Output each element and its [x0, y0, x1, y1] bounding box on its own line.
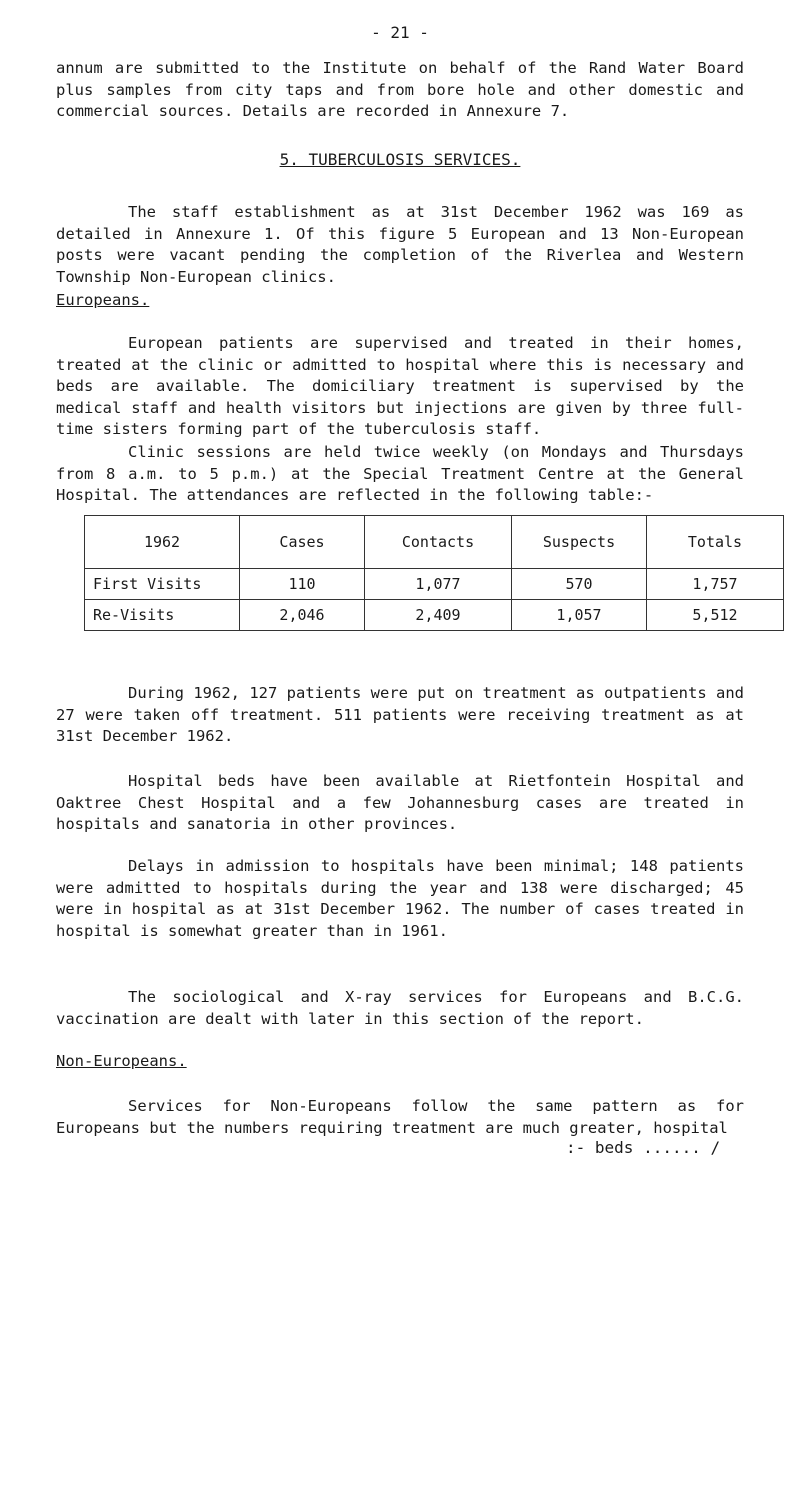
paragraph-text: annum are submitted to the Institute on behalf of the Rand Water Board plus samples from city taps and from bore hole and other domestic and commercial sources. Details are recorded in Annexure 7. [56, 59, 744, 120]
table-row [85, 569, 784, 600]
table-header-row [85, 516, 784, 569]
subheading-non-europeans [56, 1052, 800, 1070]
section-heading [0, 150, 800, 169]
paragraph-7 [56, 856, 744, 942]
paragraph-text: During 1962, 127 patients were put on treatment as outpatients and 27 were taken off treatment. 511 patients were receiving treatment as at 31st December 1962. [56, 684, 744, 745]
paragraph-text: The staff establishment as at 31st December 1962 was 169 as detailed in Annexure 1. Of this figure 5 European and 13 Non-European posts were vacant pending the completion of the Riverlea and Western Township Non-European clinics. [56, 203, 744, 286]
paragraph-5 [56, 683, 744, 748]
paragraph-text: Services for Non-Europeans follow the same pattern as for Europeans but the numbers requiring treatment are much greater, hospital [56, 1097, 744, 1137]
subheading-europeans [56, 291, 800, 309]
table-header: 1962 [85, 516, 240, 569]
paragraph-text: Hospital beds have been available at Rietfontein Hospital and Oaktree Chest Hospital and a few Johannesburg cases are treated in hospitals and sanatoria in other provinces. [56, 772, 744, 833]
table-cell: 5,512 [647, 600, 784, 631]
table-header: Suspects [512, 516, 647, 569]
table-cell: Re-Visits [85, 600, 240, 631]
paragraph-9 [56, 1096, 744, 1139]
paragraph-8 [56, 987, 744, 1030]
table-cell: 2,046 [240, 600, 365, 631]
table-cell: 2,409 [365, 600, 512, 631]
paragraph-text: Clinic sessions are held twice weekly (on Mondays and Thursdays from 8 a.m. to 5 p.m.) at the Special Treatment Centre at the General Hospital. The attendances are reflected in the following table:- [56, 443, 744, 504]
continuation-footer: :- beds ...... / [566, 1138, 721, 1157]
table-header: Cases [240, 516, 365, 569]
paragraph-3 [56, 333, 744, 441]
table-cell: 1,077 [365, 569, 512, 600]
table-header: Contacts [365, 516, 512, 569]
table-cell: 110 [240, 569, 365, 600]
paragraph-4 [56, 442, 744, 507]
paragraph-2 [56, 202, 744, 288]
page-number: - 21 - [371, 23, 429, 42]
table-cell: First Visits [85, 569, 240, 600]
paragraph-text: European patients are supervised and treated in their homes, treated at the clinic or admitted to hospital where this is necessary and beds are available. The domiciliary treatment is supervised by the medical staff and health visitors but injections are given by three full-time sisters forming part of the tuberculosis staff. [56, 334, 744, 438]
paragraph-6 [56, 771, 744, 836]
paragraph-text: Delays in admission to hospitals have been minimal; 148 patients were admitted to hospitals during the year and 138 were discharged; 45 were in hospital as at 31st December 1962. The number of cases treated in hospital is somewhat greater than in 1961. [56, 857, 744, 940]
subheading-text: Europeans. [56, 291, 150, 309]
paragraph-text: The sociological and X-ray services for Europeans and B.C.G. vaccination are dealt with later in this section of the report. [56, 988, 744, 1028]
paragraph-1 [56, 58, 744, 123]
table-cell: 570 [512, 569, 647, 600]
table-header: Totals [647, 516, 784, 569]
table-cell: 1,757 [647, 569, 784, 600]
table-cell: 1,057 [512, 600, 647, 631]
heading-text: 5. TUBERCULOSIS SERVICES. [279, 150, 521, 169]
table-row [85, 600, 784, 631]
subheading-text: Non-Europeans. [56, 1052, 187, 1070]
attendance-table [84, 515, 784, 631]
